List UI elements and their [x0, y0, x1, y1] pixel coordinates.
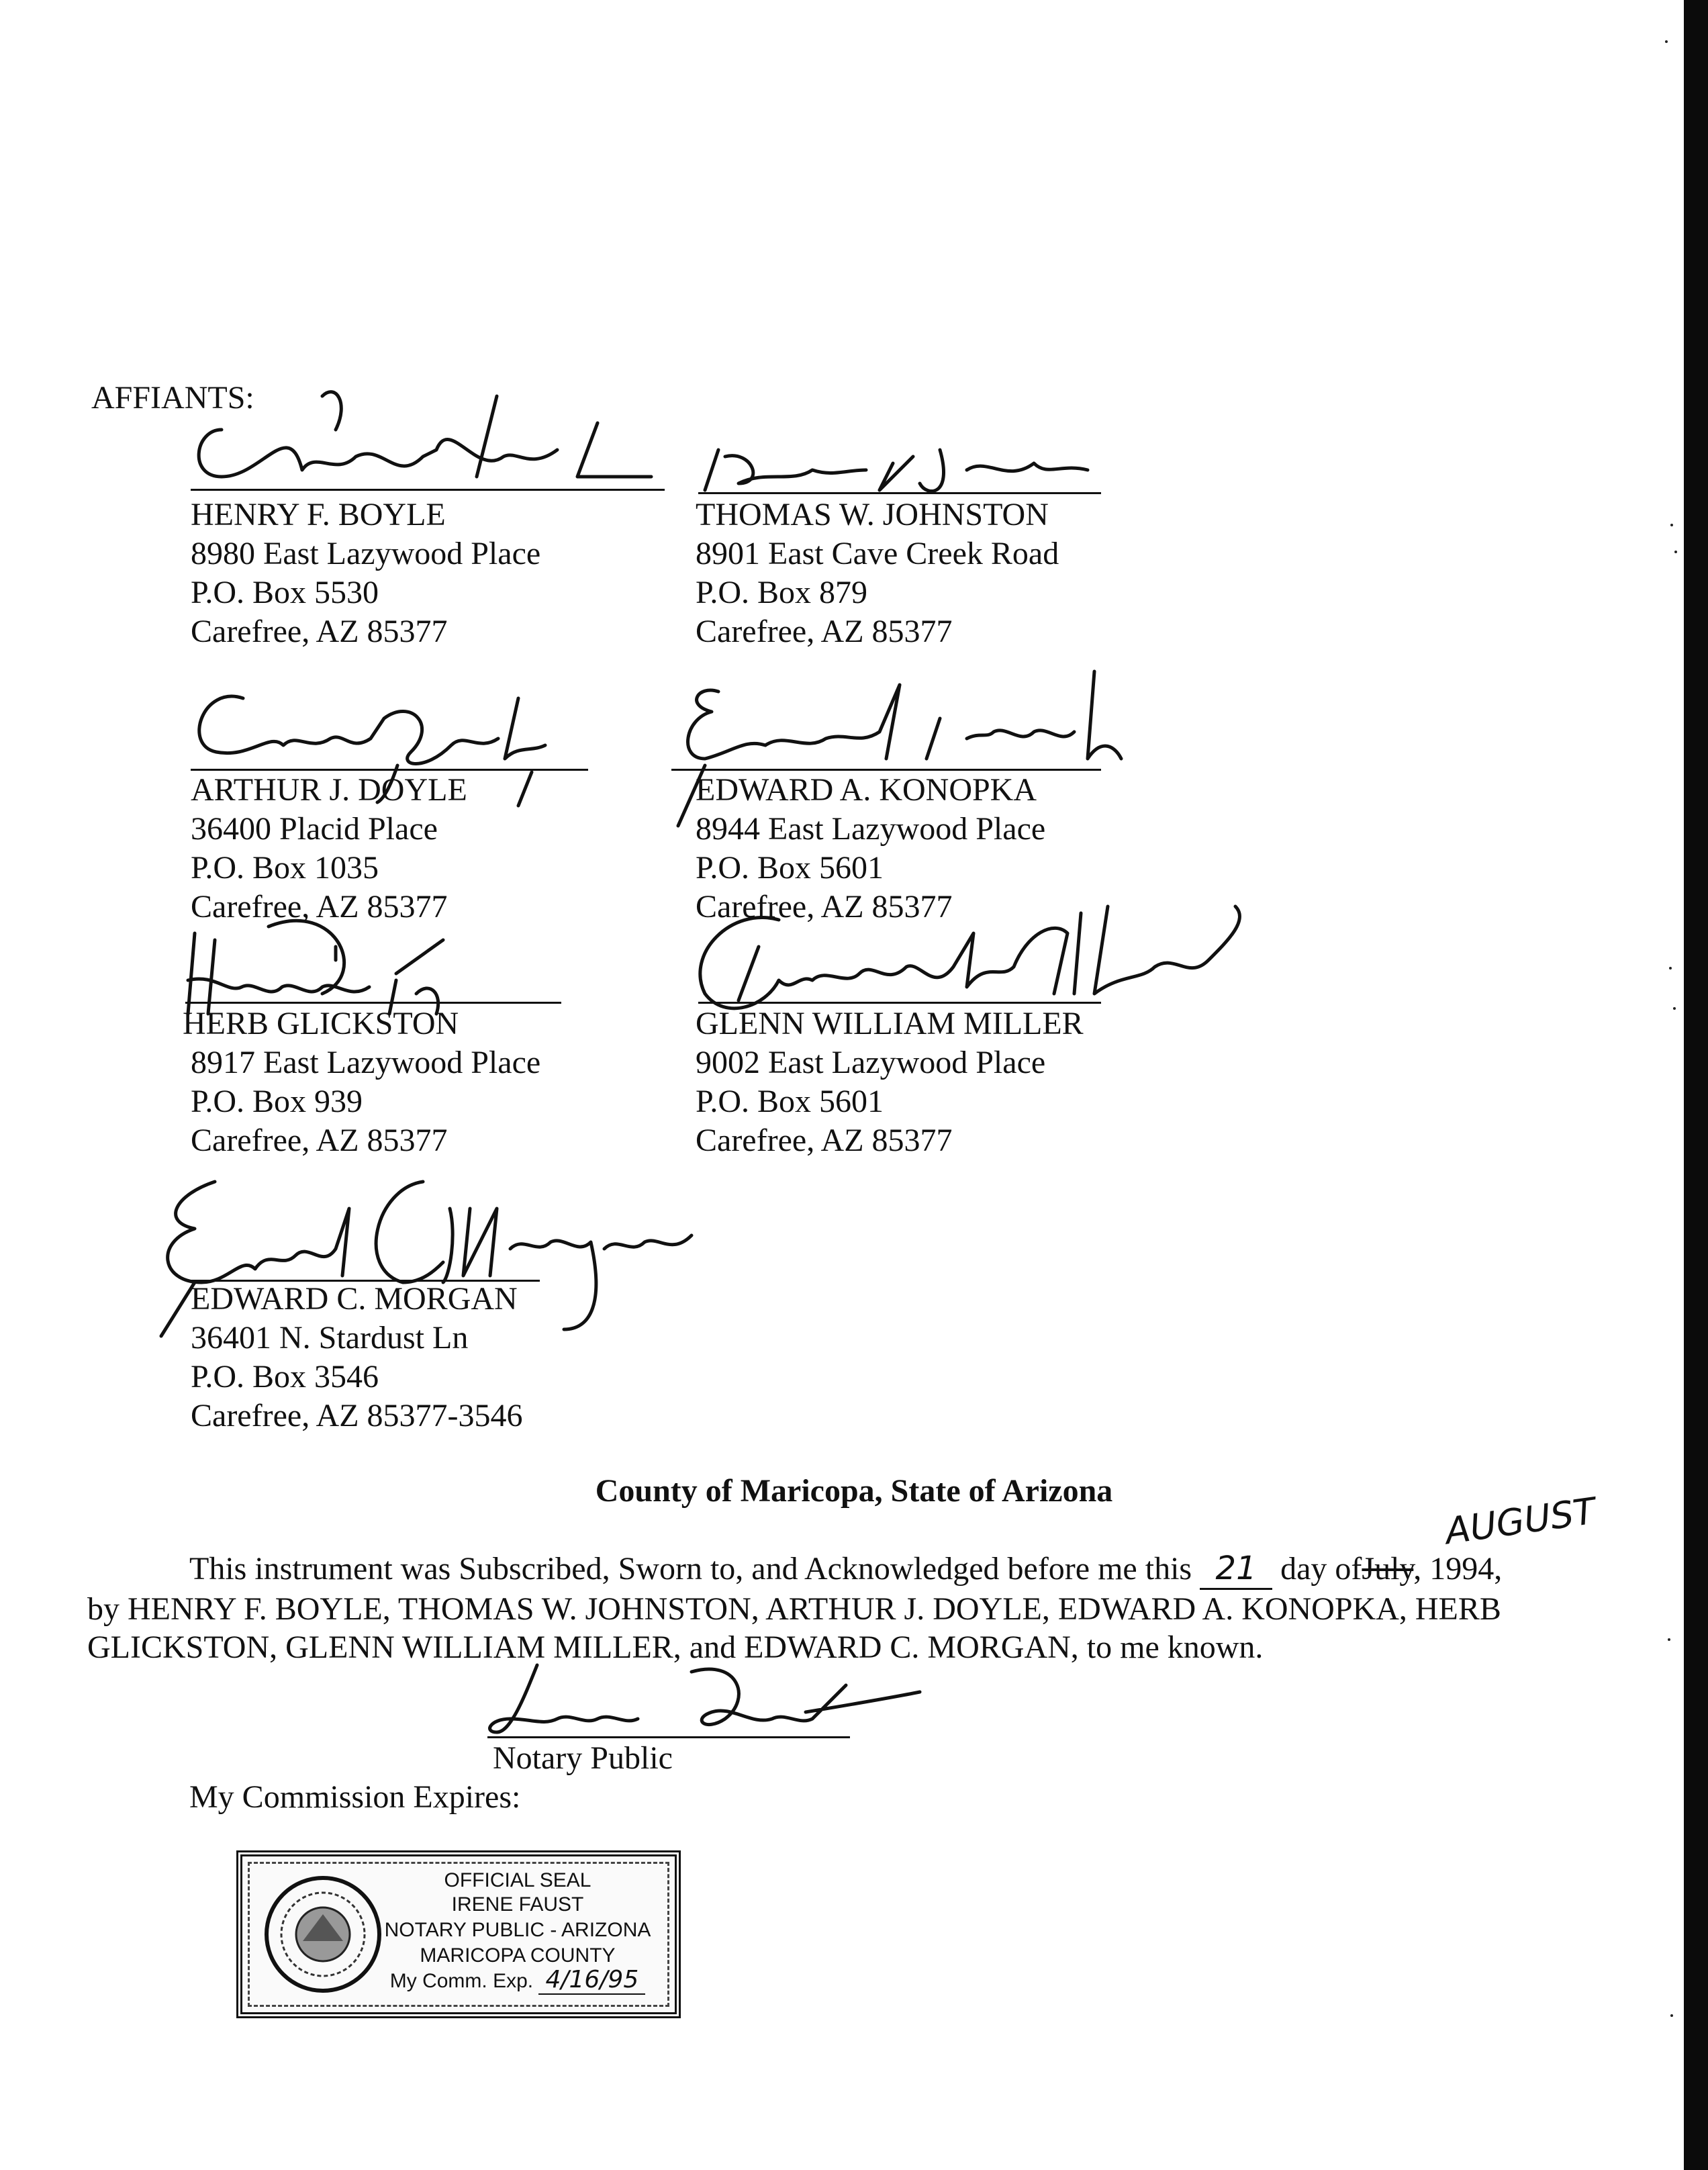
- signature-image-notary: [470, 1658, 927, 1746]
- signature-line: [698, 492, 1101, 494]
- seal-line: MARICOPA COUNTY: [420, 1944, 616, 1967]
- affiant-address-line: P.O. Box 1035: [191, 850, 379, 886]
- handwritten-month: AUGUST: [1442, 1489, 1599, 1553]
- acknowledgment-year: , 1994,: [1413, 1551, 1503, 1587]
- affiant-address-line: P.O. Box 939: [191, 1084, 363, 1119]
- seal-exp-value: 4/16/95: [538, 1966, 645, 1995]
- signature-image-henry-boyle: [181, 376, 665, 504]
- affiant-address-line: Carefree, AZ 85377: [191, 1123, 448, 1158]
- affiant-name: THOMAS W. JOHNSTON: [696, 497, 1049, 532]
- affiant-address-line: 8901 East Cave Creek Road: [696, 536, 1059, 571]
- affiant-name: GLENN WILLIAM MILLER: [696, 1006, 1084, 1041]
- scan-speck: [1669, 967, 1672, 970]
- signature-line: [698, 1002, 1101, 1004]
- affiant-name: EDWARD C. MORGAN: [191, 1281, 518, 1317]
- state-seal-icon: [263, 1874, 383, 1995]
- acknowledgment-line-3: GLICKSTON, GLENN WILLIAM MILLER, and EDWARD C. MORGAN, to me known.: [87, 1630, 1264, 1665]
- scan-speck: [1668, 1638, 1670, 1641]
- affiant-address-line: P.O. Box 5601: [696, 1084, 884, 1119]
- scan-speck: [1670, 2014, 1673, 2017]
- seal-line: OFFICIAL SEAL: [444, 1869, 591, 1891]
- affiant-address-line: 36401 N. Stardust Ln: [191, 1320, 469, 1356]
- affiant-address-line: Carefree, AZ 85377-3546: [191, 1398, 523, 1433]
- affiant-name: HENRY F. BOYLE: [191, 497, 446, 532]
- affiants-heading: AFFIANTS:: [91, 380, 254, 416]
- signature-line: [191, 489, 665, 491]
- affiant-address-line: P.O. Box 5530: [191, 575, 379, 610]
- affiant-address-line: 8980 East Lazywood Place: [191, 536, 541, 571]
- affiant-address-line: Carefree, AZ 85377: [191, 889, 448, 925]
- affiant-address-line: Carefree, AZ 85377: [696, 889, 953, 925]
- notary-seal-stamp: [236, 1850, 681, 2018]
- signature-line: [487, 1736, 850, 1738]
- scan-speck: [1674, 551, 1677, 553]
- acknowledgment-lead: This instrument was Subscribed, Sworn to, and Acknowledged before me this: [189, 1551, 1192, 1587]
- acknowledgment-line-2: by HENRY F. BOYLE, THOMAS W. JOHNSTON, ARTHUR J. DOYLE, EDWARD A. KONOPKA, HERB: [87, 1591, 1501, 1627]
- affiant-name: ARTHUR J. DOYLE: [191, 772, 467, 808]
- affiant-address-line: Carefree, AZ 85377: [696, 1123, 953, 1158]
- commission-expires-label: My Commission Expires:: [189, 1779, 521, 1815]
- scan-speck: [1670, 524, 1673, 526]
- seal-exp-label: My Comm. Exp.: [389, 1970, 534, 1992]
- acknowledgment-day: 21: [1200, 1550, 1272, 1590]
- affiant-address-line: 8917 East Lazywood Place: [191, 1045, 541, 1080]
- affiant-name: EDWARD A. KONOPKA: [696, 772, 1037, 808]
- scan-speck: [1665, 40, 1668, 43]
- affiant-address-line: 36400 Placid Place: [191, 811, 438, 847]
- acknowledgment-paragraph: [87, 1550, 1605, 1666]
- seal-line: IRENE FAUST: [451, 1893, 584, 1916]
- seal-commission-expiration: [370, 1968, 665, 1993]
- scan-speck: [1673, 1007, 1676, 1010]
- affiant-address-line: 8944 East Lazywood Place: [696, 811, 1046, 847]
- affiant-address-line: P.O. Box 879: [696, 575, 868, 610]
- signature-image-thomas-johnston: [698, 443, 1101, 497]
- affiant-address-line: P.O. Box 5601: [696, 850, 884, 886]
- seal-line: NOTARY PUBLIC - ARIZONA: [384, 1919, 651, 1941]
- notary-public-label: Notary Public: [493, 1740, 673, 1776]
- affiant-address-line: Carefree, AZ 85377: [191, 614, 448, 649]
- affiant-name: HERB GLICKSTON: [183, 1006, 459, 1041]
- acknowledgment-day-of: day of: [1280, 1551, 1362, 1587]
- affiant-address-line: Carefree, AZ 85377: [696, 614, 953, 649]
- county-heading: County of Maricopa, State of Arizona: [595, 1473, 1113, 1509]
- signature-line: [185, 1002, 561, 1004]
- affiant-address-line: P.O. Box 3546: [191, 1359, 379, 1395]
- affiant-address-line: 9002 East Lazywood Place: [696, 1045, 1046, 1080]
- scan-edge-bar: [1684, 0, 1708, 2170]
- struck-month: July: [1362, 1551, 1414, 1587]
